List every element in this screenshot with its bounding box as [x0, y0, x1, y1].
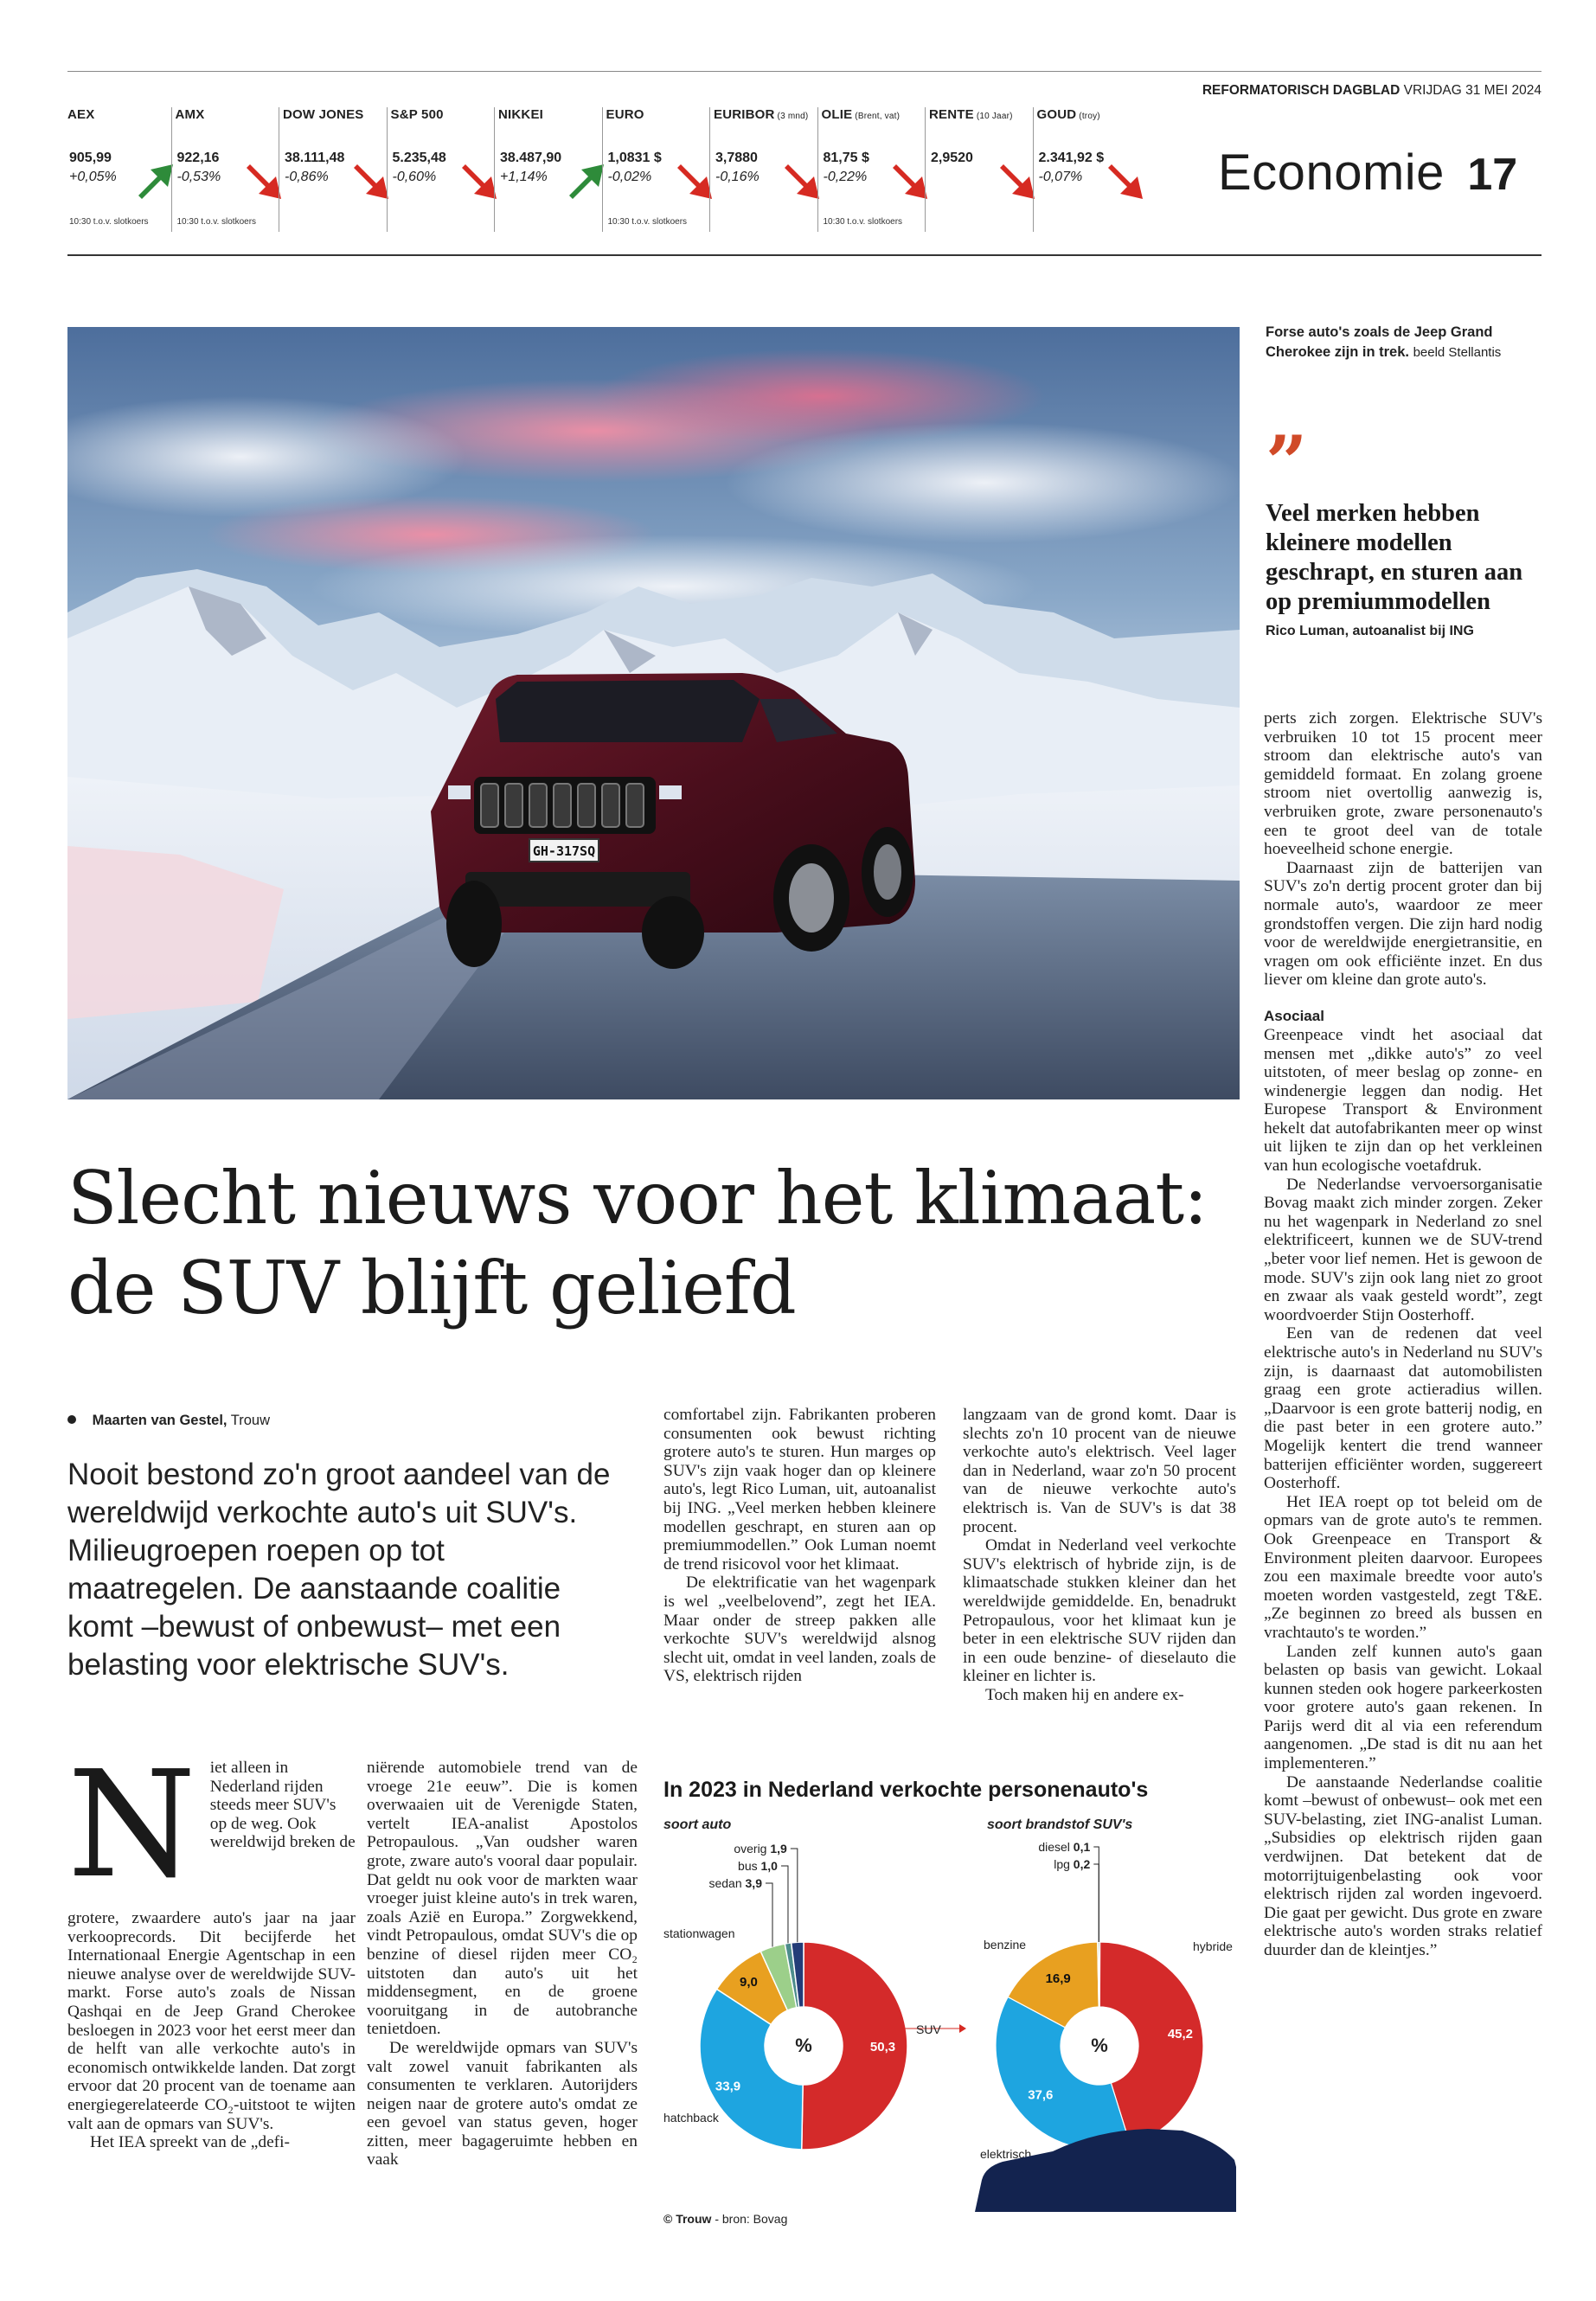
- donut1-label-hatchback: hatchback: [663, 2111, 719, 2125]
- dropcap: N: [67, 1740, 196, 1911]
- source-note: - bron: Bovag: [715, 2212, 788, 2226]
- col5-p3: Greenpeace vindt het asociaal dat mensen met „dikke auto's” zo veel uitstoten, of meer beslag op zonne- en windenergie leggen dan nodig. Het Europese Transport & Environment hekelt dat autofabrikanten meer op winst uit lijken te zijn dan op het verkleinen van hun ecologische voetafdruk.: [1264, 1025, 1542, 1176]
- ticker-divider: [171, 107, 172, 232]
- suv-arrow-icon: [959, 2024, 966, 2033]
- donut2-center-label: %: [1091, 2035, 1108, 2056]
- donut1-value-stationwagen: 9,0: [740, 1975, 758, 1990]
- author-outlet: Trouw: [230, 1413, 271, 1428]
- subhead-asociaal: Asociaal: [1264, 1007, 1324, 1024]
- donut1-callout-bus: [738, 1859, 778, 1873]
- ticker-value: 1,0831 $: [607, 151, 662, 165]
- ticker-value: 38.111,48: [285, 151, 345, 165]
- col2-p2: De wereldwijde opmars van SUV's valt zowel vanuit fabrikanten als consumenten te verklaren. Autorijders neigen naar de grotere auto's omdat ze een gevoel van status geven, hoger zitten, meer bagageruimte hebben en vaak: [367, 2038, 638, 2170]
- source-label: © Trouw: [663, 2212, 712, 2226]
- page-number: 17: [1467, 150, 1518, 200]
- ticker-item-olie: [822, 107, 929, 228]
- donut1-callout-sedan: [708, 1876, 762, 1890]
- col5-p5: Een van de redenen dat veel elektrische auto's in Nederland nu SUV's zijn, is daarnaast dat automobilisten graag een grote actieradius willen. „Daarvoor is een grote batterij nodig, en die past beter in een grotere auto.” Mogelijk kentert die trend wanneer batterijen efficiënter worden, suggereert Oosterhoff.: [1264, 1324, 1542, 1493]
- ticker-value: 38.487,90: [500, 151, 562, 165]
- ticker-divider: [817, 107, 818, 232]
- ticker-item-s-p-500: [391, 107, 498, 228]
- masthead-dateline: [1202, 83, 1542, 99]
- ticker-note: 10:30 t.o.v. slotkoers: [607, 217, 688, 227]
- ticker-divider: [709, 107, 710, 232]
- ticker-name: OLIE (Brent, vat): [821, 107, 901, 122]
- donut1-value-SUV: 50,3: [869, 2039, 896, 2054]
- donut1-label-SUV: SUV: [916, 2022, 941, 2036]
- column-1: [67, 1740, 356, 2152]
- col1-p2: Het IEA spreekt van de „defi-: [90, 2133, 290, 2152]
- section-title: Economie: [1218, 144, 1445, 201]
- publication-date: VRIJDAG 31 MEI 2024: [1403, 83, 1542, 98]
- column-4: [963, 1406, 1236, 1705]
- license-plate: GH-317SQ: [532, 843, 596, 859]
- ticker-value: 81,75 $: [823, 151, 869, 165]
- ticker-sub: (Brent, vat): [852, 112, 901, 121]
- byline-bullet-icon: [67, 1415, 76, 1424]
- donut1-value-bus: 1,0: [760, 1859, 778, 1873]
- donut1-leader-overig: [791, 1849, 798, 1942]
- donut1-callout-overig: [734, 1842, 787, 1856]
- donut1-leader-sedan: [766, 1883, 772, 1947]
- ticker-divider: [494, 107, 495, 232]
- ticker-item-amx: [176, 107, 283, 228]
- ticker-name: EURO: [606, 107, 644, 122]
- col1-intro: iet alleen in Nederland rijden steeds meer SUV's op de weg. Ook wereldwijd breken de: [209, 1759, 356, 1852]
- donut2-leader-diesel: [1093, 1847, 1099, 1942]
- donut2-label-benzine: benzine: [984, 1938, 1027, 1952]
- donut1-leader-bus: [781, 1866, 788, 1943]
- ticker-divider: [387, 107, 388, 232]
- ticker-change: -0,53%: [176, 170, 221, 184]
- donut-charts: [663, 1838, 1236, 2219]
- caption-credit: beeld Stellantis: [1413, 345, 1502, 360]
- infographic-title: In 2023 in Nederland verkochte personenauto's: [663, 1778, 1149, 1802]
- donut2-label-elektrisch: elektrisch: [980, 2147, 1032, 2161]
- chart2-subtitle: soort brandstof SUV's: [987, 1817, 1133, 1832]
- ticker-note: 10:30 t.o.v. slotkoers: [823, 217, 903, 227]
- ticker-item-goud: [1037, 107, 1144, 228]
- donut1-value-sedan: 3,9: [745, 1876, 762, 1890]
- quote-attribution: Rico Luman, autoanalist bij ING: [1266, 624, 1474, 638]
- car-silhouette-icon: [975, 2129, 1236, 2212]
- col3-p2: De elektrificatie van het wagenpark is wel „veelbelovend”, zegt het IEA. Maar onder de streep pakken alle verkochte SUV's wereldwijd alsnog slecht uit, omdat in veel landen, zoals de VS, elektrisch rijden: [663, 1574, 937, 1686]
- ticker-sub: (10 Jaar): [973, 112, 1013, 121]
- col1-body: grotere, zwaardere auto's jaar na jaar verkooprecords. Dit becijferde het Internationaal Energie Agentschap in een nieuwe analyse over de wereldwijde SUV-markt. Forse auto's zoals de Nissan Qashqai en de Jeep Grand Cherokee besloegen in 2023 voor het eerst meer dan de helft van alle verkochte auto's in economisch ontwikkelde landen. Dat zorgt ervoor dat 20 procent van de toename aan energiegerelateerde CO₂-uitstoot te wijten valt aan de opmars van SUV's.: [67, 1909, 356, 2133]
- ticker-item-euro: [606, 107, 714, 228]
- ticker-item-aex: [67, 107, 175, 228]
- ticker-item-euribor: [714, 107, 821, 228]
- donut2-label-hybride: hybride: [1193, 1939, 1233, 1953]
- arrow-down-icon: [1105, 161, 1146, 202]
- donut2-leader-lpg: [1093, 1864, 1099, 1942]
- author-name: Maarten van Gestel,: [92, 1413, 228, 1428]
- col4-p2: Omdat in Nederland veel verkochte SUV's elektrisch of hybride zijn, is de klimaatschade stukken kleiner dan het wereldwijde gemiddelde. En, benadrukt Petropaulous, voor het klimaat kun je beter in een elektrische SUV rijden dan in een oude benzine- of dieselauto die kleiner en lichter is.: [963, 1536, 1236, 1686]
- col5-p1: perts zich zorgen. Elektrische SUV's verbruiken 10 tot 15 procent meer stroom dan elektrische auto's van gemiddeld formaat. En zolang groene stroom niet overtollig aanwezig is, verbruiken grote, zware personenauto's een te groot deel van de totale hoeveelheid schone energie.: [1264, 709, 1542, 859]
- donut1-label-sedan: sedan: [708, 1876, 746, 1890]
- chart-source: [663, 2212, 787, 2226]
- quote-text: Veel merken hebben kleinere modellen geschrapt, en sturen aan op premiummodellen: [1266, 500, 1523, 615]
- column-3: [663, 1406, 936, 1686]
- donut1-value-hatchback: 33,9: [715, 2079, 741, 2094]
- col4-p1: langzaam van de grond komt. Daar is slechts zo'n 10 procent van de nieuwe verkochte auto's elektrisch. Veel lager dan in Nederland, waar zo'n 50 procent van de nieuwe verkochte auto's elektrisch is. Van de SUV's is dat 38 procent.: [963, 1406, 1236, 1536]
- donut2-value-benzine: 16,9: [1045, 1971, 1071, 1986]
- col5-p7: Landen zelf kunnen auto's gaan belasten op basis van gewicht. Lokaal kunnen steden ook hogere parkeerkosten voor grotere auto's gaan rekenen. In Parijs werd dit al via een referendum aangenomen. „De stad is dit nu aan het implementeren.”: [1264, 1642, 1542, 1773]
- section-header: [1218, 144, 1542, 213]
- article-lead: Nooit bestond zo'n groot aandeel van de wereldwijd verkochte auto's uit SUV's. Milieugroepen roepen op tot maatregelen. De aanstaande coalitie komt –bewust of onbewust– met een belasting voor elektrische SUV's.: [67, 1458, 611, 1682]
- jeep-photo: [67, 327, 1240, 1099]
- ticker-name: EURIBOR (3 mnd): [714, 107, 809, 122]
- donut2-value-elektrisch: 37,6: [1028, 2087, 1054, 2103]
- col4-p3: Toch maken hij en andere ex-: [985, 1685, 1184, 1704]
- donut1-slice-hatchback: [700, 1989, 803, 2150]
- donut1-label-stationwagen: stationwagen: [663, 1926, 735, 1940]
- ticker-change: +1,14%: [500, 170, 548, 184]
- ticker-value: 2,9520: [931, 151, 973, 165]
- donut2-label-lpg: lpg: [1054, 1857, 1074, 1871]
- ticker-name: NIKKEI: [498, 107, 544, 122]
- ticker-value: 5.235,48: [392, 151, 446, 165]
- ticker-name: AEX: [67, 107, 95, 122]
- byline: [67, 1413, 270, 1429]
- ticker-item-dow-jones: [283, 107, 390, 228]
- pull-quote: [1266, 420, 1542, 639]
- ticker-change: -0,22%: [823, 170, 868, 184]
- column-2: [367, 1759, 638, 2170]
- col5-p6: Het IEA roept op tot beleid om de opmars van de grote auto's te remmen. Ook Greenpeace en Transport & Environment pleiten daarvoor. Europees zou een maximale breedte voor auto's moeten worden vastgesteld, zegt T&E. „Ze beginnen zo breed als bussen en vrachtauto's te worden.”: [1264, 1492, 1542, 1642]
- ticker-value: 905,99: [69, 151, 112, 165]
- donut1-center-label: %: [795, 2035, 812, 2056]
- ticker-change: -0,60%: [392, 170, 437, 184]
- ticker-value: 2.341,92 $: [1038, 151, 1105, 165]
- photo-caption: [1266, 323, 1551, 362]
- col5-p4: De Nederlandse vervoersorganisatie Bovag maakt zich minder zorgen. Zeker nu het wagenpark in Nederland zo snel elektrificeert, kunnen we de SUV-trend „beter voor lief nemen. Het is gewoon de mode. SUV's zijn ook lang niet zo groot en zwaar als vaak gesteld wordt”, zegt woordvoerder Stijn Oosterhoff.: [1264, 1175, 1542, 1324]
- article-headline: Slecht nieuws voor het klimaat: de SUV blijft geliefd: [67, 1156, 1208, 1330]
- infographic: [663, 1769, 1236, 2236]
- donut2-value-lpg: 0,2: [1073, 1857, 1091, 1871]
- ticker-sub: (troy): [1076, 112, 1100, 121]
- ticker-change: -0,16%: [715, 170, 760, 184]
- donut2-value-hybride: 45,2: [1167, 2026, 1194, 2041]
- ticker-change: -0,07%: [1038, 170, 1083, 184]
- ticker-name: DOW JONES: [283, 107, 364, 122]
- donut2-callout-diesel: [1038, 1840, 1090, 1854]
- ticker-change: +0,05%: [69, 170, 117, 184]
- ticker-divider: [1033, 107, 1034, 232]
- ticker-change: -0,02%: [607, 170, 652, 184]
- ticker-divider: [602, 107, 603, 232]
- ticker-name: AMX: [175, 107, 205, 122]
- donut1-value-overig: 1,9: [770, 1842, 787, 1856]
- col5-p8: De aanstaande Nederlandse coalitie komt –bewust of onbewust– ook met een SUV-belasting, ziet ING-analist Luman. „Subsidies op elektrisch rijden gaan verdwijnen. Dat betekent dat de motorrijtuigenbelasting ook voor elektrisch rijden zal worden ingevoerd. Die gaat per gewicht. Dus grote en zware elektrische auto's worden straks relatief duurder dan de kleintjes.”: [1264, 1772, 1542, 1959]
- ticker-value: 922,16: [176, 151, 220, 165]
- col5-p2: Daarnaast zijn de batterijen van SUV's zo'n dertig procent groter dan bij normale auto's, waardoor ze meer grondstoffen vergen. Die zijn hard nodig voor de wereldwijde energietransitie, en vragen om ook efficiënte inzet. En dus liever om kleine dan grote auto's.: [1264, 858, 1542, 990]
- col2-p1: niërende automobiele trend van de vroege 21e eeuw”. Die is komen overwaaien uit de Verenigde Staten, vertelt IEA-analist Apostolos Petropaulous. „Van oudsher waren grote, zware auto's vooral daar populair. Dat geldt nu ook voor de markten waar vroeger juist kleine auto's in trek waren, zoals Azië en Europa.” Zorgwekkend, vindt Petropaulous, omdat SUV's die op benzine of diesel rijden meer CO₂ uitstoten dan auto's uit het middensegment, en de groene vooruitgang in de autobranche tenietdoen.: [367, 1759, 638, 2039]
- ticker-divider: [925, 107, 926, 232]
- caption-text: Forse auto's zoals de Jeep Grand Cherokee zijn in trek.: [1266, 324, 1493, 360]
- ticker-item-nikkei: [498, 107, 606, 228]
- ticker-note: 10:30 t.o.v. slotkoers: [176, 217, 257, 227]
- donut2-callout-lpg: [1054, 1857, 1090, 1871]
- paper-name: REFORMATORISCH DAGBLAD: [1202, 83, 1401, 98]
- donut1-label-bus: bus: [738, 1859, 761, 1873]
- donut2-label-diesel: diesel: [1038, 1840, 1074, 1854]
- donut2-value-diesel: 0,1: [1073, 1840, 1091, 1854]
- quote-mark-icon: ”: [1266, 420, 1308, 505]
- ticker-name: S&P 500: [390, 107, 444, 122]
- ticker-note: 10:30 t.o.v. slotkoers: [69, 217, 149, 227]
- ticker-sub: (3 mnd): [774, 112, 809, 121]
- ticker-change: -0,86%: [285, 170, 329, 184]
- column-5: [1264, 709, 1542, 1960]
- ticker-name: GOUD (troy): [1036, 107, 1100, 122]
- col3-p1: comfortabel zijn. Fabrikanten proberen consumenten ook bewust richting grotere auto's te sturen. Hun marges op SUV's zijn vaak hoger dan op kleinere auto's, legt Rico Luman, uit, autoanalist bij ING. „Veel merken hebben kleinere modellen geschrapt, en sturen aan op premiummodellen.” Ook Luman noemt de trend risicovol voor het klimaat.: [663, 1406, 936, 1574]
- ticker-value: 3,7880: [715, 151, 758, 165]
- donut1-label-overig: overig: [734, 1842, 771, 1856]
- ticker-item-rente: [929, 107, 1036, 228]
- chart1-subtitle: soort auto: [663, 1817, 732, 1832]
- ticker-name: RENTE (10 Jaar): [929, 107, 1013, 122]
